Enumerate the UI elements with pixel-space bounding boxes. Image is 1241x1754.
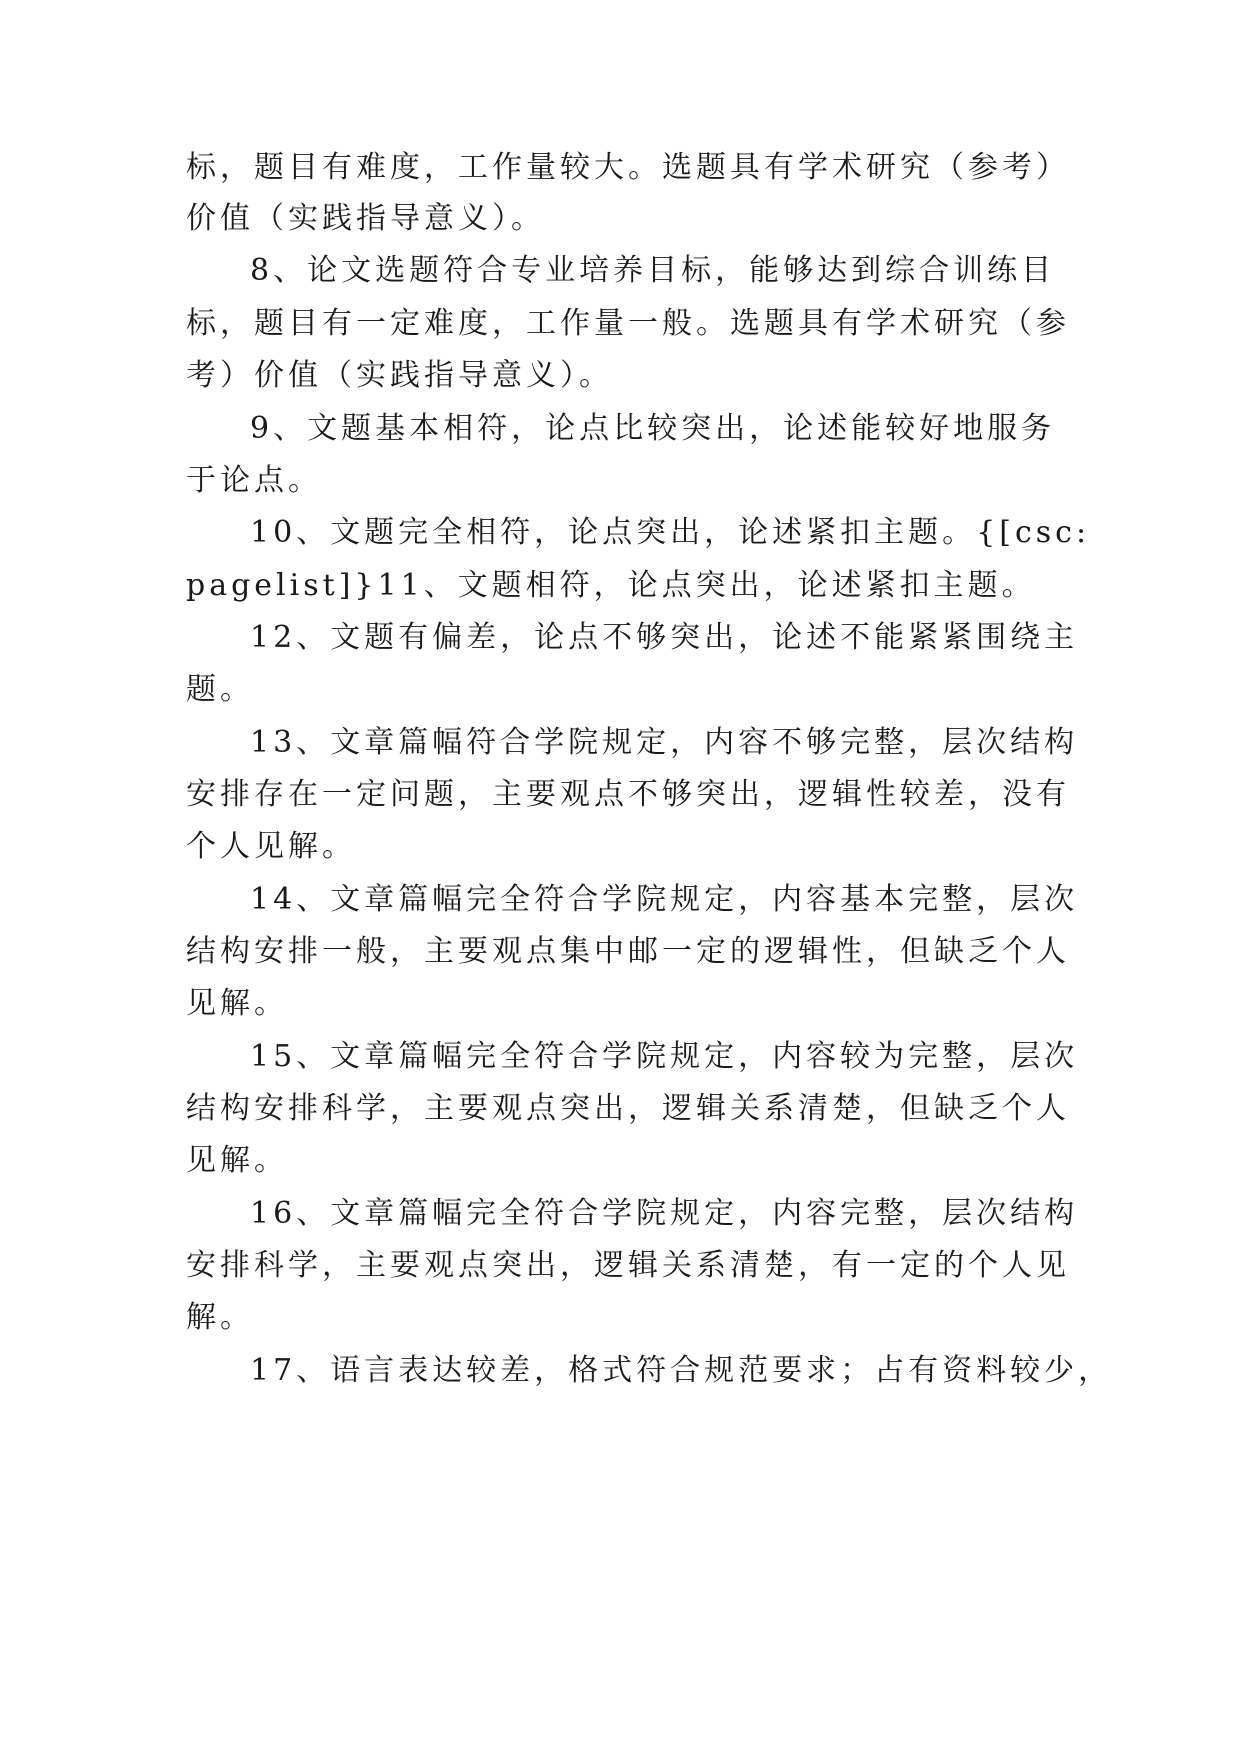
text-line: 见解。 (186, 1143, 288, 1178)
paragraph-9-line: 9、文题基本相符，论点比较突出，论述能较好地服务 (250, 411, 1056, 446)
paragraph-16-line: 16、文章篇幅完全符合学院规定，内容完整，层次结构 (250, 1196, 1079, 1231)
text-line: 价值（实践指导意义）。 (186, 201, 545, 236)
text-line: 安排科学，主要观点突出，逻辑关系清楚，有一定的个人见 (186, 1248, 1070, 1283)
text-line: 考）价值（实践指导意义）。 (186, 358, 613, 393)
paragraph-14-line: 14、文章篇幅完全符合学院规定，内容基本完整，层次 (250, 882, 1079, 917)
text-line: 个人见解。 (186, 829, 356, 864)
text-line: 标，题目有难度，工作量较大。选题具有学术研究（参考） (186, 150, 1070, 185)
paragraph-8-line: 8、论文选题符合专业培养目标，能够达到综合训练目 (250, 253, 1056, 288)
text-line: 解。 (186, 1300, 254, 1335)
text-line: 结构安排一般，主要观点集中邮一定的逻辑性，但缺乏个人 (186, 934, 1070, 969)
text-line: 结构安排科学，主要观点突出，逻辑关系清楚，但缺乏个人 (186, 1091, 1070, 1126)
text-line: pagelist]}11、文题相符，论点突出，论述紧扣主题。 (186, 568, 1036, 603)
paragraph-15-line: 15、文章篇幅完全符合学院规定，内容较为完整，层次 (250, 1039, 1079, 1074)
document-page (186, 0, 1113, 1754)
paragraph-12-line: 12、文题有偏差，论点不够突出，论述不能紧紧围绕主 (250, 620, 1079, 655)
text-line: 于论点。 (186, 463, 322, 498)
text-line: 安排存在一定问题，主要观点不够突出，逻辑性较差，没有 (186, 777, 1070, 812)
paragraph-13-line: 13、文章篇幅符合学院规定，内容不够完整，层次结构 (250, 725, 1079, 760)
text-line: 标，题目有一定难度，工作量一般。选题具有学术研究（参 (186, 306, 1070, 341)
paragraph-10-line: 10、文题完全相符，论点突出，论述紧扣主题。{[csc: (250, 515, 1091, 550)
text-line: 题。 (186, 672, 254, 707)
paragraph-17-line: 17、语言表达较差，格式符合规范要求；占有资料较少， (250, 1353, 1113, 1388)
text-line: 见解。 (186, 986, 288, 1021)
